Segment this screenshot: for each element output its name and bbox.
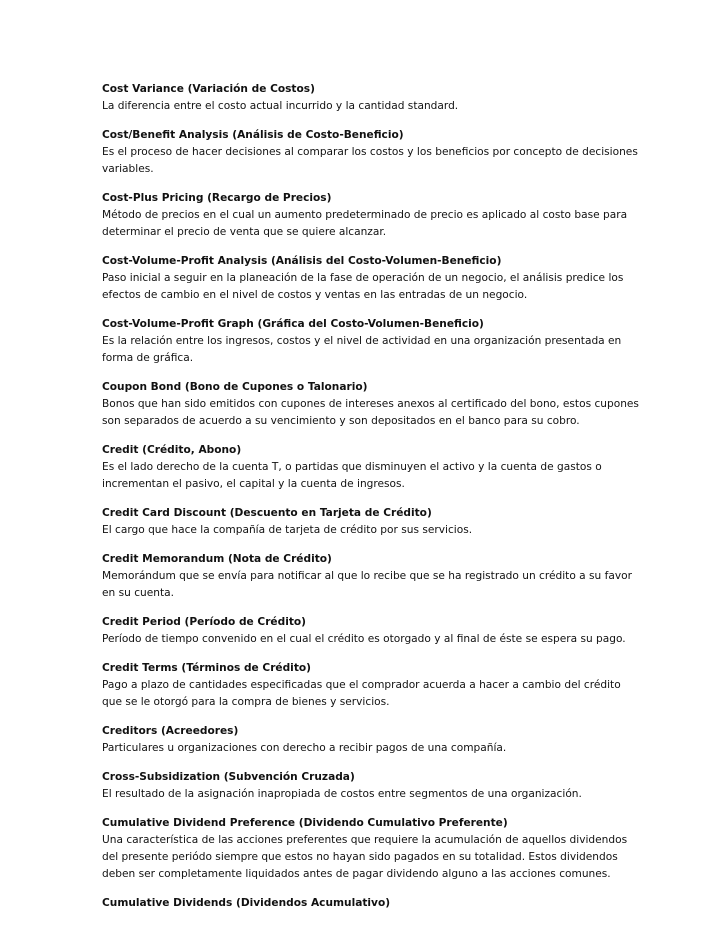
glossary-entry [102, 660, 642, 711]
entry-term: Credit Period (Período de Crédito) [102, 616, 307, 628]
glossary-entry [102, 190, 642, 241]
entry-definition: Es el proceso de hacer decisiones al comparar los costos y los beneficios por concepto de decisiones variables. [102, 146, 638, 175]
entry-definition: El cargo que hace la compañía de tarjeta de crédito por sus servicios. [102, 524, 473, 536]
entry-term: Cumulative Dividends (Dividendos Acumulativo) [102, 897, 391, 909]
glossary-entry [102, 316, 642, 367]
entry-term: Credit (Crédito, Abono) [102, 444, 242, 456]
entry-term: Coupon Bond (Bono de Cupones o Talonario) [102, 381, 368, 393]
entry-definition: Bonos que han sido emitidos con cupones de intereses anexos al certificado del bono, estos cupones son separados de acuerdo a su vencimiento y son depositados en el banco para su cobro. [102, 398, 639, 427]
glossary-entry [102, 614, 642, 648]
glossary-page [102, 81, 642, 924]
entry-definition: Pago a plazo de cantidades especificadas que el comprador acuerda a hacer a cambio del crédito que se le otorgó para la compra de bienes y servicios. [102, 679, 621, 708]
glossary-entry [102, 505, 642, 539]
entry-term: Cost-Plus Pricing (Recargo de Precios) [102, 192, 332, 204]
glossary-entry [102, 723, 642, 757]
glossary-entry [102, 127, 642, 178]
entry-term: Cross-Subsidization (Subvención Cruzada) [102, 771, 355, 783]
entry-definition: El resultado de la asignación inapropiada de costos entre segmentos de una organización. [102, 788, 582, 800]
glossary-entry [102, 379, 642, 430]
entry-term: Creditors (Acreedores) [102, 725, 239, 737]
entry-definition: Método de precios en el cual un aumento predeterminado de precio es aplicado al costo base para determinar el precio de venta que se quiere alcanzar. [102, 209, 628, 238]
entry-definition: Es la relación entre los ingresos, costos y el nivel de actividad en una organización presentada en forma de gráfica. [102, 335, 622, 364]
entry-term: Credit Terms (Términos de Crédito) [102, 662, 312, 674]
entry-term: Cost/Benefit Analysis (Análisis de Costo-Beneficio) [102, 129, 404, 141]
glossary-entry [102, 253, 642, 304]
entry-definition: Particulares u organizaciones con derecho a recibir pagos de una compañía. [102, 742, 507, 754]
glossary-entry [102, 442, 642, 493]
entry-definition: Memorándum que se envía para notificar al que lo recibe que se ha registrado un crédito a su favor en su cuenta. [102, 570, 632, 599]
glossary-entry [102, 769, 642, 803]
entry-definition: La diferencia entre el costo actual incurrido y la cantidad standard. [102, 100, 459, 112]
entry-term: Cost-Volume-Profit Graph (Gráfica del Costo-Volumen-Beneficio) [102, 318, 484, 330]
entry-definition: Paso inicial a seguir en la planeación de la fase de operación de un negocio, el análisis predice los efectos de cambio en el nivel de costos y ventas en las entradas de un negocio. [102, 272, 624, 301]
entry-definition: Una característica de las acciones preferentes que requiere la acumulación de aquellos dividendos del presente periódo siempre que estos no hayan sido pagados en su totalidad. Estos dividendos deben ser completamente liquidados antes de pagar dividendo alguno a las acciones comunes. [102, 834, 628, 880]
glossary-entry [102, 81, 642, 115]
entry-term: Credit Card Discount (Descuento en Tarjeta de Crédito) [102, 507, 432, 519]
entry-definition: Es el lado derecho de la cuenta T, o partidas que disminuyen el activo y la cuenta de gastos o incrementan el pasivo, el capital y la cuenta de ingresos. [102, 461, 602, 490]
glossary-entry [102, 895, 642, 912]
entry-term: Credit Memorandum (Nota de Crédito) [102, 553, 332, 565]
glossary-entry [102, 815, 642, 883]
entry-term: Cost Variance (Variación de Costos) [102, 83, 315, 95]
entry-term: Cost-Volume-Profit Analysis (Análisis del Costo-Volumen-Beneficio) [102, 255, 502, 267]
glossary-entry [102, 551, 642, 602]
entry-definition: Período de tiempo convenido en el cual el crédito es otorgado y al final de éste se espera su pago. [102, 633, 626, 645]
entry-term: Cumulative Dividend Preference (Dividendo Cumulativo Preferente) [102, 817, 508, 829]
